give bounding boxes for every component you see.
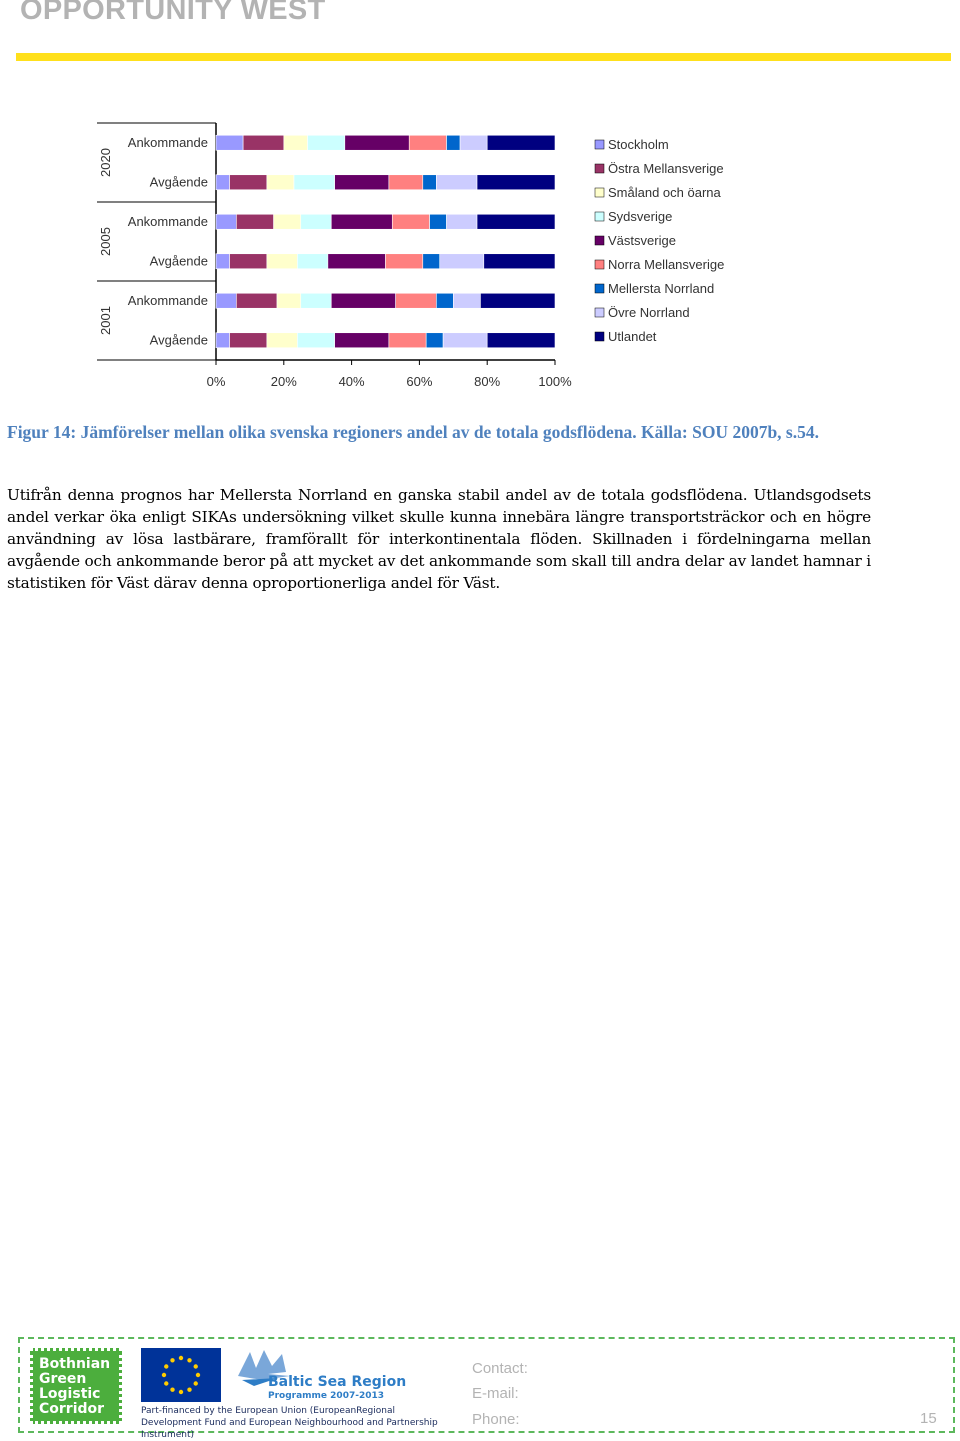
body-paragraph: Utifrån denna prognos har Mellersta Norrland en ganska stabil andel av de totala godsflödena. Utlandsgodsets andel verkar öka enligt SIKAs undersökning vilket skulle kunna innebära längre transportsträckor och en högre användning av lösa lastbärare, framförallt för interkontinentala flöden. Skillnaden i fördelningarna mellan avgående och ankommande beror på att mycket av det ankommande som skall till andra delar av landet hamnar i statistiken för Väst därav denna oproportionerliga andel för Väst. <box>7 486 871 592</box>
bar-segment <box>335 333 389 348</box>
bar-segment <box>243 135 284 150</box>
bar-segment <box>297 254 328 269</box>
figure-caption: Figur 14: Jämförelser mellan olika svenska regioners andel av de totala godsflödena. Källa: SOU 2007b, s.54. <box>7 422 819 442</box>
bar-segment <box>331 214 392 229</box>
eu-star-icon <box>164 1381 168 1385</box>
x-tick-label: 100% <box>538 374 572 389</box>
category-label: Ankommande <box>127 134 208 150</box>
eu-star-icon <box>170 1388 174 1392</box>
eu-star-icon <box>179 1390 183 1394</box>
logo-line: Corridor <box>39 1401 105 1417</box>
bar-segment <box>460 135 487 150</box>
eu-star-icon <box>187 1388 191 1392</box>
bar-segment <box>436 293 453 308</box>
phone-label: Phone: <box>472 1411 520 1428</box>
contact-label: Contact: <box>472 1360 528 1377</box>
bar-segment <box>443 333 487 348</box>
legend-label: Övre Norrland <box>608 305 690 320</box>
category-label: Avgående <box>149 253 208 269</box>
eu-star-icon <box>194 1381 198 1385</box>
legend-swatch <box>595 308 604 317</box>
bar-segment <box>345 135 409 150</box>
bar-segment <box>216 254 230 269</box>
bar-segment <box>447 135 461 150</box>
legend-label: Norra Mellansverige <box>608 257 725 272</box>
bar-segment <box>477 214 555 229</box>
bar-segment <box>409 135 446 150</box>
bar-segment <box>430 214 447 229</box>
bar-segment <box>294 175 335 190</box>
bar-segment <box>216 175 230 190</box>
eu-star-icon <box>196 1373 200 1377</box>
category-label: Ankommande <box>127 292 208 308</box>
logo-line: Logistic <box>39 1386 101 1402</box>
bar-segment <box>335 175 389 190</box>
legend-label: Stockholm <box>608 137 669 152</box>
bar-segment <box>230 254 267 269</box>
group-year-label: 2001 <box>98 306 113 335</box>
bar-segment <box>487 333 555 348</box>
email-label: E-mail: <box>472 1385 519 1402</box>
bar-segment <box>487 135 555 150</box>
bar-segment <box>297 333 334 348</box>
x-tick-label: 0% <box>206 374 226 389</box>
bar-segment <box>477 175 555 190</box>
eu-flag-icon <box>141 1348 221 1402</box>
legend-swatch <box>595 164 604 173</box>
group-year-label: 2020 <box>98 148 113 177</box>
legend-label: Östra Mellansverige <box>608 161 724 176</box>
bar-segment <box>216 293 236 308</box>
category-label: Avgående <box>149 174 208 190</box>
bar-segment <box>453 293 480 308</box>
legend-label: Utlandet <box>608 329 657 344</box>
page-number: 15 <box>920 1410 937 1427</box>
bar-segment <box>423 175 437 190</box>
logo-line: Bothnian <box>39 1356 111 1372</box>
logo-line: Green <box>39 1371 87 1387</box>
bar-segment <box>480 293 555 308</box>
header-rule <box>16 53 951 61</box>
legend-swatch <box>595 236 604 245</box>
baltic-sea-region-title: Baltic Sea Region <box>268 1374 407 1390</box>
bar-segment <box>236 214 273 229</box>
bar-segment <box>236 293 277 308</box>
stacked-bar-chart <box>90 118 760 398</box>
bar-segment <box>423 254 440 269</box>
eu-star-icon <box>179 1356 183 1360</box>
bar-segment <box>440 254 484 269</box>
bar-segment <box>389 175 423 190</box>
bar-segment <box>389 333 426 348</box>
eu-star-icon <box>170 1358 174 1362</box>
category-label: Ankommande <box>127 213 208 229</box>
bar-segment <box>230 175 267 190</box>
bar-segment <box>216 333 230 348</box>
legend-swatch <box>595 140 604 149</box>
eu-star-icon <box>187 1358 191 1362</box>
group-year-label: 2005 <box>98 227 113 256</box>
legend-label: Mellersta Norrland <box>608 281 715 296</box>
legend-label: Småland och öarna <box>608 185 721 200</box>
bar-segment <box>301 214 332 229</box>
bar-segment <box>328 254 386 269</box>
bar-segment <box>308 135 345 150</box>
bar-segment <box>267 175 294 190</box>
x-tick-label: 80% <box>474 374 501 389</box>
baltic-sea-region-subtitle: Programme 2007-2013 <box>268 1391 384 1401</box>
bar-segment <box>267 333 298 348</box>
bar-segment <box>447 214 478 229</box>
bar-segment <box>396 293 437 308</box>
x-tick-label: 20% <box>270 374 297 389</box>
bar-segment <box>392 214 429 229</box>
bar-segment <box>216 214 236 229</box>
legend-swatch <box>595 212 604 221</box>
legend-swatch <box>595 284 604 293</box>
x-tick-label: 40% <box>338 374 365 389</box>
category-label: Avgående <box>149 332 208 348</box>
bar-segment <box>484 254 555 269</box>
page-header-title: OPPORTUNITY WEST <box>20 0 326 26</box>
bar-segment <box>386 254 423 269</box>
bar-segment <box>274 214 301 229</box>
eu-star-icon <box>194 1364 198 1368</box>
legend-swatch <box>595 260 604 269</box>
bar-segment <box>426 333 443 348</box>
legend-label: Västsverige <box>608 233 676 248</box>
bar-segment <box>331 293 395 308</box>
eu-star-icon <box>162 1373 166 1377</box>
bothnian-green-logistic-corridor-logo <box>30 1348 122 1424</box>
bar-segment <box>436 175 477 190</box>
legend-label: Sydsverige <box>608 209 673 224</box>
bar-segment <box>301 293 332 308</box>
bar-segment <box>230 333 267 348</box>
bar-segment <box>277 293 301 308</box>
legend-swatch <box>595 332 604 341</box>
x-tick-label: 60% <box>406 374 433 389</box>
legend-swatch <box>595 188 604 197</box>
bar-segment <box>284 135 308 150</box>
eu-star-icon <box>164 1364 168 1368</box>
eu-funding-text: Part-financed by the European Union (EuropeanRegional Development Fund and European Neighbourhood and Partnership Instrument) <box>141 1406 438 1440</box>
bar-segment <box>267 254 298 269</box>
bar-segment <box>216 135 243 150</box>
